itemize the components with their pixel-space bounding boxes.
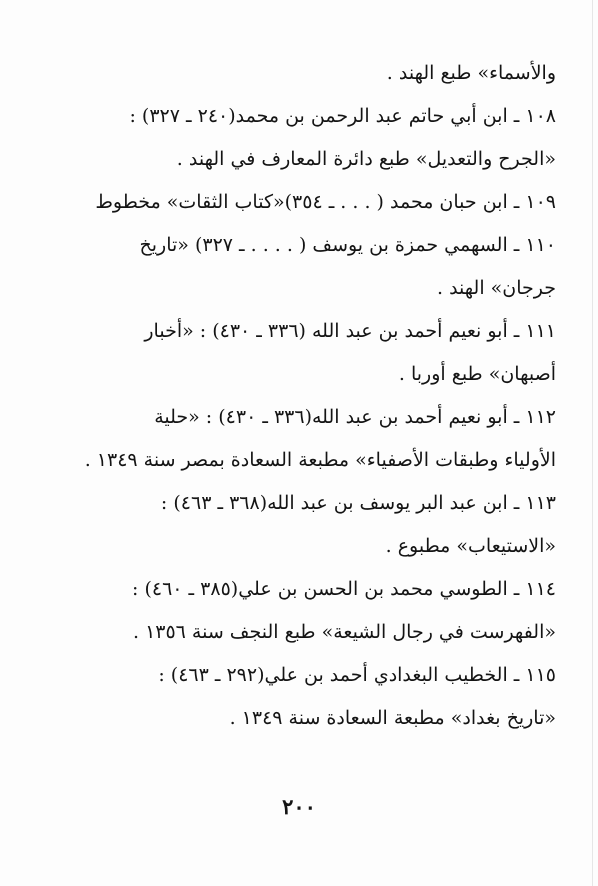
text-line: ١١٠ ـ السهمي حمزة بن يوسف ( . . . . ـ ٣٢٧) «تاريخ (139, 234, 556, 256)
text-line: ١١١ ـ أبو نعيم أحمد بن عبد الله (٣٣٦ ـ ٤٣٠) : «أخبار (144, 320, 556, 342)
text-line: «الفهرست في رجال الشيعة» طبع النجف سنة ١٣٥٦ . (132, 621, 556, 643)
text-line: ١٠٩ ـ ابن حبان محمد ( . . . ـ ٣٥٤)«كتاب الثقات» مخطوط (95, 191, 556, 213)
text-line: «الجرح والتعديل» طبع دائرة المعارف في الهند . (176, 148, 556, 170)
page-edge-divider (592, 0, 593, 886)
text-line: ١١٤ ـ الطوسي محمد بن الحسن بن علي(٣٨٥ ـ ٤٦٠) : (132, 578, 556, 600)
bibliography-text (28, 52, 556, 740)
text-line: «الاستيعاب» مطبوع . (385, 535, 556, 557)
text-line: ١١٢ ـ أبو نعيم أحمد بن عبد الله(٣٣٦ ـ ٤٣٠) : «حلية (154, 406, 556, 428)
text-line: الأولياء وطبقات الأصفياء» مطبعة السعادة بمصر سنة ١٣٤٩ . (84, 449, 556, 471)
text-line: والأسماء» طبع الهند . (386, 62, 556, 84)
text-line: ١١٣ ـ ابن عبد البر يوسف بن عبد الله(٣٦٨ ـ ٤٦٣) : (160, 492, 556, 514)
text-line: «تاريخ بغداد» مطبعة السعادة سنة ١٣٤٩ . (229, 707, 556, 729)
text-line: ١١٥ ـ الخطيب البغدادي أحمد بن علي(٢٩٢ ـ ٤٦٣) : (158, 664, 556, 686)
page-number: ٢٠٠ (282, 794, 316, 819)
text-line: أصبهان» طبع أوربا . (398, 363, 556, 385)
text-line: جرجان» الهند . (437, 277, 556, 299)
text-line: ١٠٨ ـ ابن أبي حاتم عبد الرحمن بن محمد(٢٤٠ ـ ٣٢٧) : (129, 105, 556, 127)
